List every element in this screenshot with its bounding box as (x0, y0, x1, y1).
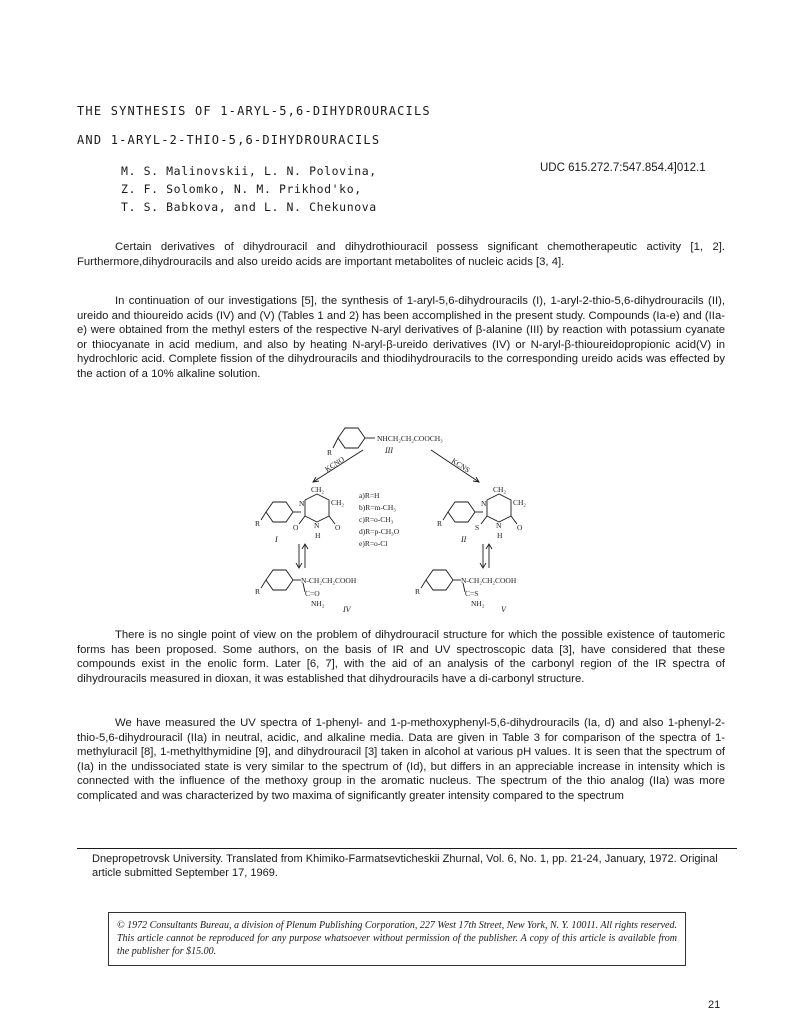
paragraph-3: There is no single point of view on the problem of dihydrouracil structure for which the possible existence of tautomeric forms has been proposed. Some authors, on the basis of IR and UV spectroscopic data [3], have considered that these compounds exist in the enolic form. Later [6, 7], with the aid of an analysis of the carbonyl region of the IR spectra of dihydrouracils measured in dioxan, it was established that dihydrouracils have a di-carbonyl structure. (77, 629, 725, 685)
acid-right-cs: C=S (465, 589, 479, 598)
n-left: N (299, 499, 305, 508)
ch2-right-a: CH₂ (493, 485, 507, 494)
reaction-scheme (255, 420, 545, 620)
article-title-line-2: AND 1-ARYL-2-THIO-5,6-DIHYDROURACILS (77, 133, 381, 147)
label-v: V (501, 605, 506, 614)
benzene-ring-right (448, 502, 475, 522)
acid-left-nh2: NH₂ (311, 599, 325, 608)
n-right-b: N (496, 521, 502, 530)
acid-left-co: C=O (305, 589, 320, 598)
copyright-box (108, 912, 686, 966)
article-title-line-1: THE SYNTHESIS OF 1-ARYL-5,6-DIHYDROURACILS (77, 104, 431, 118)
ch2-left-b: CH₂ (331, 498, 345, 507)
label-iv: IV (343, 605, 351, 614)
aryl-r-bottom-right: R (415, 587, 421, 596)
acid-right-formula: N-CH₂CH₂COOH (461, 576, 517, 585)
o-right: O (517, 523, 523, 532)
copyright-text: © 1972 Consultants Bureau, a division of Plenum Publishing Corporation, 227 West 17th Street, New York, N. Y. 10011. All rights reserved. This article cannot be reproduced for any purpose whatsoever without permission of the publisher. A copy of this article is available from the publisher for $15.00. (117, 920, 677, 957)
formula-top: NHCH₂CH₂COOCH₃ (377, 434, 443, 443)
label-i: I (275, 535, 278, 544)
author-list (121, 162, 377, 216)
s-right: S (475, 523, 480, 532)
o-left-a: O (293, 523, 299, 532)
reagent-kcns: KCNS (449, 456, 472, 475)
paragraph-1: Certain derivatives of dihydrouracil and dihydrothiouracil possess significant chemotherapeutic activity [1, 2]. Furthermore,dihydrouracils and also ureido acids are important metabolites of nucleic acids [3, 4]. (77, 241, 725, 268)
udc-code: UDC 615.272.7:547.854.4]012.1 (540, 162, 706, 174)
aryl-r-left: R (255, 519, 261, 528)
substituent-d: d)R=p-CH₃O (359, 527, 400, 536)
ch2-left-a: CH₂ (311, 485, 325, 494)
acid-left-formula: N-CH₂CH₂COOH (301, 576, 357, 585)
aryl-r-bottom-left: R (255, 587, 261, 596)
reagent-kcno: KCNO (323, 454, 346, 474)
n-right: N (481, 499, 487, 508)
author-line-2: Z. F. Solomko, N. M. Prikhod'ko, (121, 182, 362, 196)
affiliation-footnote: Dnepropetrovsk University. Translated from Khimiko-Farmatsevticheskii Zhurnal, Vol. 6, No. 1, pp. 21-24, January, 1972. Original article submitted September 17, 1969. (92, 853, 718, 879)
o-left-b: O (335, 523, 341, 532)
benzene-ring-bottom-right (426, 570, 453, 590)
h-left: H (315, 531, 321, 540)
author-line-1: M. S. Malinovskii, L. N. Polovina, (121, 164, 377, 178)
substituent-a: a)R=H (359, 491, 380, 500)
footnote-rule (77, 848, 737, 849)
pyrimidine-ring-left (305, 494, 329, 522)
acid-right-nh2: NH₂ (471, 599, 485, 608)
label-ii: II (461, 535, 467, 544)
paragraph-4: We have measured the UV spectra of 1-phenyl- and 1-p-methoxyphenyl-5,6-dihydrouracils (Ia, d) and also 1-phenyl-2-thio-5,6-dihydrouracil (IIa) in neutral, acidic, and alkaline media. Data are given in Table 3 for comparison of the spectra of 1-methyluracil [8], 1-methylthymidine [9], and dihydrouracil [3] taken in alcohol at various pH values. It is seen that the spectrum of (Ia) in the undissociated state is very similar to the spectrum of (Id), but differs in an appreciable increase in intensity which is connected with the influence of the methoxy group in the aromatic nucleus. The spectrum of the thio analog (IIa) was more complicated and was characterized by two maxima of significantly greater intensity compared to the spectrum (77, 717, 725, 802)
aryl-r-right: R (437, 519, 443, 528)
benzene-ring-top (338, 428, 365, 448)
substituent-e: e)R=o-Cl (359, 539, 388, 548)
substituent-b: b)R=m-CH₃ (359, 503, 396, 512)
substituent-c: c)R=o-CH₃ (359, 515, 394, 524)
paragraph-2: In continuation of our investigations [5], the synthesis of 1-aryl-5,6-dihydrouracils (I), 1-aryl-2-thio-5,6-dihydrouracils (II), ureido and thioureido acids (IV) and (V) (Tables 1 and 2) has been accomplished in the present study. Compounds (Ia-e) and (IIa-e) were obtained from the methyl esters of the respective N-aryl derivatives of β-alanine (III) by reaction with potassium cyanate or thiocyanate in acid medium, and also by heating N-aryl-β-ureido derivatives (IV) or N-aryl-β-thioureidopropionic acid(V) in hydrochloric acid. Complete fission of the dihydrouracils and thiodihydrouracils to the corresponding ureido acids was effected by the action of a 10% alkaline solution. (77, 295, 725, 380)
h-right: H (497, 531, 503, 540)
benzene-ring-left (266, 502, 293, 522)
label-iii: III (385, 446, 393, 455)
n-left-b: N (314, 521, 320, 530)
benzene-ring-bottom-left (266, 570, 293, 590)
page-number: 21 (708, 999, 721, 1011)
pyrimidine-ring-right (487, 494, 511, 522)
author-line-3: T. S. Babkova, and L. N. Chekunova (121, 200, 377, 214)
aryl-r-top: R (327, 448, 333, 457)
ch2-right-b: CH₂ (513, 498, 527, 507)
